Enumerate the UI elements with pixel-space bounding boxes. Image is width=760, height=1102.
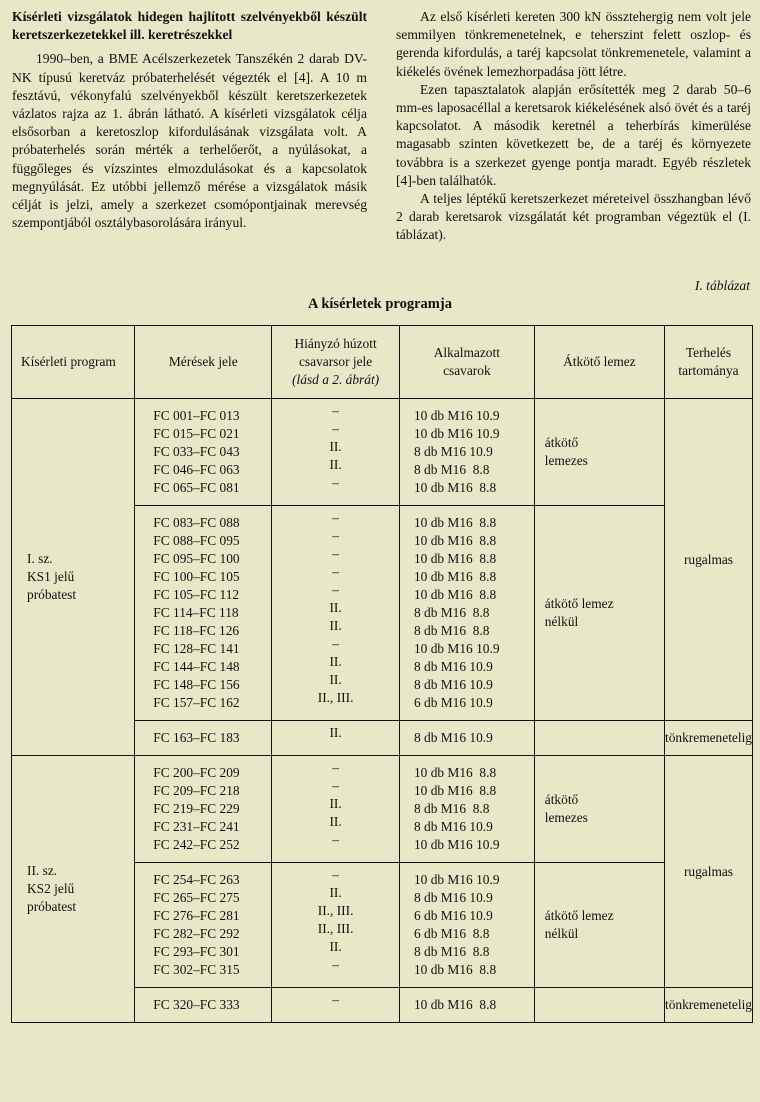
measurement-cell [135,506,272,721]
measurement-code: FC 128–FC 141 [153,641,240,656]
program-group-row [12,756,753,863]
program-label-line: KS2 jelű [27,881,75,896]
bolt-spec: 10 db M16 10.9 [413,641,500,656]
measurement-cell [135,988,272,1023]
measurement-code: FC 242–FC 252 [153,837,240,852]
bolt-spec: 10 db M16 8.8 [413,515,497,530]
missing-bolt-row-mark: – [332,867,339,882]
header-load-range [664,326,752,399]
bolt-spec: 8 db M16 10.9 [413,730,493,745]
header-missing-bolt-row [272,326,400,399]
measurement-code: FC 088–FC 095 [153,533,240,548]
connecting-plate-label: lemezes [544,810,588,825]
program-label-line: I. sz. [27,551,53,566]
measurement-code: FC 200–FC 209 [153,765,240,780]
header-missing-line-2: csavarsor jele [298,354,373,369]
bolt-spec: 10 db M16 10.9 [413,426,500,441]
measurement-code: FC 105–FC 112 [153,587,240,602]
measurement-code: FC 254–FC 263 [153,872,240,887]
measurement-code: FC 265–FC 275 [153,890,240,905]
measurement-code: FC 046–FC 063 [153,462,240,477]
bolt-spec: 10 db M16 8.8 [413,551,497,566]
header-bolts [399,326,534,399]
bolt-spec: 8 db M16 10.9 [413,659,493,674]
bolt-spec: 6 db M16 10.9 [413,908,493,923]
measurement-code: FC 163–FC 183 [153,730,240,745]
bolt-spec: 8 db M16 8.8 [413,944,490,959]
bolt-spec: 10 db M16 8.8 [413,569,497,584]
program-table [11,325,753,1023]
measurement-code: FC 001–FC 013 [153,408,240,423]
connecting-plate-label: lemezes [544,453,588,468]
connecting-plate-label: átkötő [544,792,579,807]
header-plate: Átkötő lemez [534,326,664,399]
bolts-cell [399,721,534,756]
measurement-code: FC 144–FC 148 [153,659,240,674]
missing-bolt-row-mark: II., III. [317,903,354,918]
measurement-cell [135,756,272,863]
bolt-spec: 10 db M16 8.8 [413,587,497,602]
measurement-code: FC 302–FC 315 [153,962,240,977]
bolt-spec: 6 db M16 10.9 [413,695,493,710]
program-group-row [12,399,753,506]
header-bolts-line-2: csavarok [443,363,491,378]
missing-bolt-row-mark: II., III. [317,921,354,936]
connecting-plate-cell [534,721,664,756]
missing-bolt-row-mark: II. [329,725,342,740]
bolts-cell [399,988,534,1023]
missing-bolt-row-mark: II., III. [317,690,354,705]
missing-bolt-row-mark: – [332,564,339,579]
bolts-cell [399,756,534,863]
missing-bolt-row-mark: II. [329,672,342,687]
measurement-code: FC 118–FC 126 [153,623,240,638]
measurement-code: FC 083–FC 088 [153,515,240,530]
bolts-cell [399,399,534,506]
measurement-code: FC 033–FC 043 [153,444,240,459]
program-label-line: próbatest [27,899,77,914]
header-missing-line-3: (lásd a 2. ábrát) [292,372,380,387]
connecting-plate-label: nélkül [544,614,579,629]
measurement-cell [135,399,272,506]
missing-bolt-row-mark: II. [329,618,342,633]
bolt-spec: 8 db M16 10.9 [413,444,493,459]
header-missing-line-1: Hiányzó húzott [294,336,377,351]
header-measurement: Mérések jele [135,326,272,399]
measurement-code: FC 100–FC 105 [153,569,240,584]
right-paragraph-3: A teljes léptékű keretszerkezet méreteivel összhangban lévő 2 darab keretsarok vizsgálatát két programban végeztük el (I. táblázat). [396,191,751,243]
connecting-plate-label: nélkül [544,926,579,941]
bolt-spec: 8 db M16 8.8 [413,462,490,477]
measurement-cell [135,721,272,756]
measurement-code: FC 157–FC 162 [153,695,240,710]
connecting-plate-cell [534,988,664,1023]
header-load-line-1: Terhelés [685,345,732,360]
bolt-spec: 10 db M16 8.8 [413,783,497,798]
bolt-spec: 8 db M16 10.9 [413,890,493,905]
bolt-spec: 6 db M16 8.8 [413,926,490,941]
measurement-code: FC 209–FC 218 [153,783,240,798]
bolt-spec: 8 db M16 8.8 [413,623,490,638]
right-paragraph-1: Az első kísérleti kereten 300 kN össztehergig nem volt jele semmilyen tönkremenetelnek, e teherszint felett oszlop- és gerenda kifordulás, a taréj kapcsolat tönkremenetele, valamint a kiékelés övének lemezhorpadása jött létre. [396,9,751,79]
bolts-cell [399,506,534,721]
connecting-plate-cell [534,863,664,988]
measurement-code: FC 282–FC 292 [153,926,240,941]
bolt-spec: 8 db M16 8.8 [413,801,490,816]
table-title: A kísérletek programja [308,296,452,312]
bolt-spec: 8 db M16 10.9 [413,819,493,834]
left-paragraph-1: 1990–ben, a BME Acélszerkezetek Tanszékén 2 darab DV-NK típusú keretváz próbaterhelését végezték el [4]. A 10 m fesztávú, vékonyfalú szelvényekből készült keretszerkezetek vázlatos rajza az 1. ábrán látható. A kísérleti vizsgálatok célja elsősorban a keretoszlop kifordulásának vizsgálata volt. A próbaterhelés során mérték a terhelőerőt, a nyúlásokat, a függőleges és vízszintes elmozdulásokat és a kapcsolatok megnyúlását. Ez utóbbi jellemző mérése a vizsgálatok másik célját is jelzi, amely a szerkezet csomópontjainak merevség szempontjából osztálybasorolására irányul. [12,51,367,231]
missing-bolt-row-mark: – [332,403,339,418]
bolt-spec: 8 db M16 10.9 [413,677,493,692]
table-header-row [12,326,753,399]
measurement-code: FC 065–FC 081 [153,480,240,495]
measurement-code: FC 015–FC 021 [153,426,240,441]
missing-bolt-row-mark: – [332,992,339,1007]
missing-bolt-row-mark: – [332,832,339,847]
missing-bolt-row-mark: – [332,510,339,525]
missing-bolt-row-mark: – [332,778,339,793]
bolt-spec: 10 db M16 10.9 [413,408,500,423]
bolt-spec: 10 db M16 8.8 [413,997,497,1012]
missing-bolt-row-mark: – [332,475,339,490]
missing-bolt-row-mark: II. [329,939,342,954]
program-label-cell [12,399,135,756]
bolt-spec: 10 db M16 8.8 [413,480,497,495]
missing-bolt-row-mark: II. [329,457,342,472]
bolts-cell [399,863,534,988]
right-paragraph-2: Ezen tapasztalatok alapján erősítették meg 2 darab 50–6 mm-es laposacéllal a keretsarok kiékelésének alsó övét és a taréj kapcsolatot. A második keretnél a teherbírás kimerülése magasabb szinten következett be, de a taréj és környezete továbbra is a szerkezet gyenge pontja maradt. Egyéb részletek [4]-ben találhatók. [396,81,751,188]
left-column [12,8,367,232]
measurement-code: FC 276–FC 281 [153,908,240,923]
missing-bolt-row-mark: II. [329,600,342,615]
program-label-line: II. sz. [27,863,58,878]
program-label-line: próbatest [27,587,77,602]
missing-bolt-cell [272,756,400,863]
measurement-cell [135,863,272,988]
connecting-plate-label: átkötő [544,435,579,450]
measurement-code: FC 320–FC 333 [153,997,240,1012]
missing-bolt-cell [272,863,400,988]
measurement-code: FC 095–FC 100 [153,551,240,566]
bolt-spec: 10 db M16 8.8 [413,765,497,780]
measurement-code: FC 114–FC 118 [153,605,239,620]
table-label: I. táblázat [694,278,750,293]
bolt-spec: 10 db M16 8.8 [413,533,497,548]
load-range-cell: rugalmas [664,756,752,988]
bolt-spec: 10 db M16 10.9 [413,872,500,887]
missing-bolt-cell [272,506,400,721]
load-range-cell: tönkremenetelig [664,721,752,756]
connecting-plate-label: átkötő lemez [544,908,614,923]
load-range-cell: tönkremenetelig [664,988,752,1023]
bolt-spec: 10 db M16 8.8 [413,962,497,977]
connecting-plate-label: átkötő lemez [544,596,614,611]
measurement-code: FC 293–FC 301 [153,944,240,959]
connecting-plate-cell [534,506,664,721]
missing-bolt-cell [272,721,400,756]
header-program: Kísérleti program [12,326,135,399]
measurement-code: FC 231–FC 241 [153,819,240,834]
right-column [396,8,751,245]
program-label-line: KS1 jelű [27,569,75,584]
missing-bolt-row-mark: – [332,546,339,561]
measurement-code: FC 148–FC 156 [153,677,240,692]
missing-bolt-row-mark: II. [329,796,342,811]
header-load-line-2: tartománya [678,363,739,378]
missing-bolt-row-mark: – [332,760,339,775]
bolt-spec: 10 db M16 10.9 [413,837,500,852]
measurement-code: FC 219–FC 229 [153,801,240,816]
missing-bolt-row-mark: – [332,582,339,597]
missing-bolt-row-mark: II. [329,439,342,454]
table-body [12,399,753,1023]
missing-bolt-row-mark: II. [329,885,342,900]
load-range-cell: rugalmas [664,399,752,721]
connecting-plate-cell [534,756,664,863]
program-label-cell [12,756,135,1023]
missing-bolt-cell [272,399,400,506]
missing-bolt-row-mark: – [332,957,339,972]
missing-bolt-row-mark: – [332,636,339,651]
header-bolts-line-1: Alkalmazott [433,345,500,360]
section-heading: Kísérleti vizsgálatok hidegen hajlított szelvényekből készült keretszerkezetekkel ill. keretrészekkel [12,9,367,43]
missing-bolt-row-mark: II. [329,814,342,829]
missing-bolt-cell [272,988,400,1023]
missing-bolt-row-mark: – [332,421,339,436]
bolt-spec: 8 db M16 8.8 [413,605,490,620]
connecting-plate-cell [534,399,664,506]
missing-bolt-row-mark: II. [329,654,342,669]
missing-bolt-row-mark: – [332,528,339,543]
